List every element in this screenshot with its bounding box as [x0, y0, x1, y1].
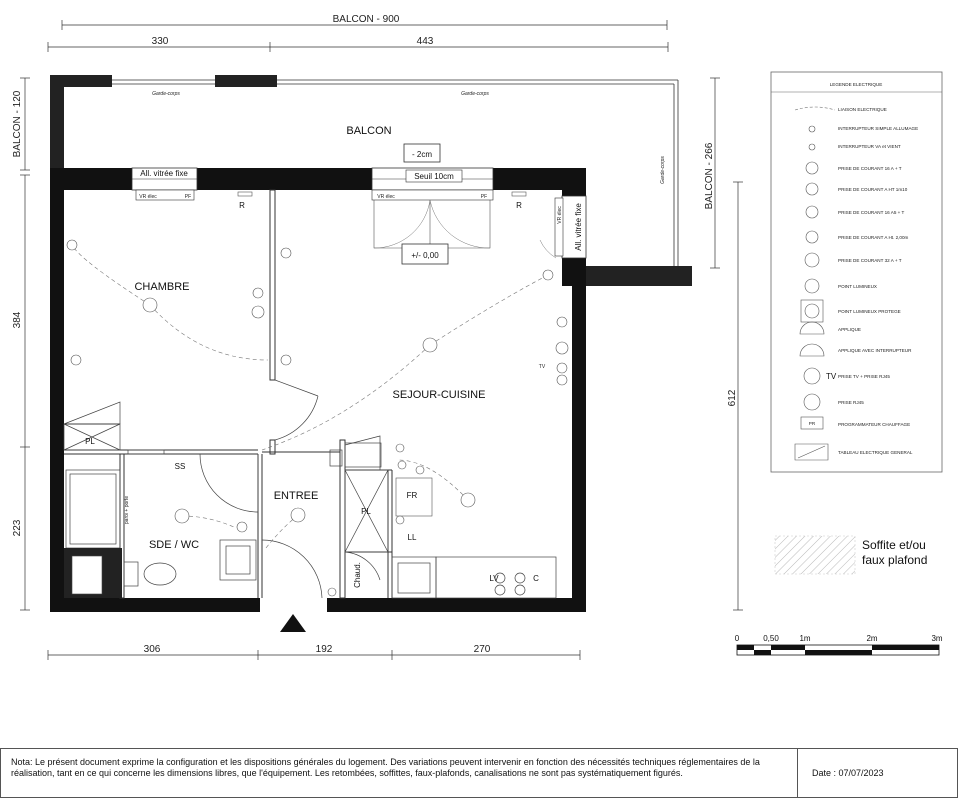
label-pl-1: PL — [85, 437, 95, 446]
label-r-2: R — [516, 201, 522, 210]
footer-note: Nota: Le présent document exprime la configuration et les dispositions générales du logement. Des variations peuvent intervenir en fonction des nécessités techniques réglementaires de la réalisation, tant en ce qui concerne les dimensions libres, que l'équipement. Les retombées, soffittes, faux-plafonds, canalisations ne sont pas systématiquement figurés. — [11, 757, 760, 778]
legend-symbol-pr: PR — [808, 421, 816, 426]
scale-tick-label: 0 — [734, 634, 740, 643]
vitree-fixe-label-1: All. vitrée fixe — [140, 169, 188, 178]
dim-balcon-total: BALCON - 900 — [332, 14, 400, 25]
dim-bottom-mid: 192 — [315, 644, 333, 655]
vr-elec-label-2: VR élec — [377, 194, 395, 200]
room-label-balcon: BALCON — [346, 125, 392, 137]
electrical-symbols — [67, 192, 568, 596]
dim-top-left: 330 — [151, 36, 169, 47]
garde-corps-label-1: Garde-corps — [152, 91, 180, 97]
vr-elec-label-3: VR élec — [557, 206, 563, 224]
label-lv: LV — [489, 574, 499, 583]
label-fr: FR — [406, 491, 418, 500]
legend-item: INTERRUPTEUR VA et VIENT — [838, 144, 901, 149]
label-ll: LL — [407, 533, 417, 542]
dim-right-balcon: BALCON - 266 — [704, 142, 715, 210]
dim-right-total: 612 — [727, 389, 738, 407]
room-label-chambre: CHAMBRE — [134, 281, 190, 293]
scale-tick-label: 0,50 — [763, 634, 779, 643]
dim-left-bottom: 223 — [12, 519, 23, 537]
legend-title: LEGENDE ELECTRIQUE — [829, 82, 883, 87]
label-pl-2: PL — [361, 507, 371, 516]
legend-item: PROGRAMMATEUR CHAUFFAGE — [838, 422, 911, 427]
soffite-line-2: faux plafond — [862, 553, 928, 567]
soffite-legend-text — [862, 538, 927, 568]
pf-label-1: PF — [184, 194, 192, 200]
scale-tick-label: 1m — [799, 634, 811, 643]
label-c: C — [533, 574, 539, 583]
vr-elec-label-1: VR élec — [139, 194, 157, 200]
dim-left-mid: 384 — [12, 311, 23, 329]
legend-item: PRISE DE COURANT 32 A + T — [838, 258, 902, 263]
dim-bottom-right: 270 — [473, 644, 491, 655]
label-r-1: R — [239, 201, 245, 210]
exterior-walls — [50, 168, 586, 612]
dim-left-balcon: BALCON - 120 — [12, 90, 23, 158]
soffite-line-1: Soffite et/ou — [862, 538, 926, 552]
legend-item: PRISE TV + PRISE RJ45 — [838, 374, 890, 379]
label-ss: SS — [174, 462, 186, 471]
label-paroi: paroi + porte — [124, 495, 130, 525]
label-tv: TV — [538, 364, 546, 370]
shower-tray-inner — [72, 556, 102, 594]
room-label-sde: SDE / WC — [148, 539, 200, 551]
interior-walls — [64, 190, 392, 598]
legend-item: POINT LUMINEUX PROTEGE — [838, 309, 901, 314]
room-label-entree: ENTREE — [273, 490, 319, 502]
electrical-legend — [771, 72, 942, 472]
seuil-label: Seuil 10cm — [414, 172, 454, 181]
entrance-arrow-icon[interactable] — [280, 614, 306, 632]
garde-corps-label-2: Garde-corps — [461, 91, 489, 97]
level-minus-2cm: - 2cm — [412, 150, 432, 159]
scale-tick-label: 2m — [866, 634, 878, 643]
legend-item: PRISE DE COURANT 16 A + T — [838, 166, 902, 171]
legend-item: APPLIQUE — [838, 327, 861, 332]
level-zero: +/- 0,00 — [411, 251, 439, 260]
legend-item: PRISE DE COURANT A Ht. 2,00m — [838, 235, 909, 240]
legend-item: POINT LUMINEUX — [838, 284, 877, 289]
legend-item: INTERRUPTEUR SIMPLE ALLUMAGE — [838, 126, 919, 131]
legend-item: PRISE RJ45 — [838, 400, 864, 405]
dim-top-right: 443 — [416, 36, 434, 47]
legend-item: TABLEAU ELECTRIQUE GENERAL — [838, 450, 913, 455]
pf-label-2: PF — [480, 194, 488, 200]
footer-panel — [0, 748, 958, 798]
dim-bottom-left: 306 — [143, 644, 161, 655]
date-cell — [797, 749, 958, 797]
label-chaud: Chaud. — [353, 562, 362, 588]
plan-date: Date : 07/07/2023 — [812, 768, 884, 778]
dimension-lines — [20, 20, 743, 660]
legend-symbol-tv: TV — [826, 372, 837, 381]
scale-tick-label: 3m — [931, 634, 943, 643]
garde-corps-label-3: Garde-corps — [660, 156, 666, 184]
room-label-sejour: SEJOUR-CUISINE — [392, 389, 486, 401]
legend-item: PRISE DE COURANT A HT 1m10 — [838, 187, 908, 192]
legend-item: LIAISON ELECTRIQUE — [838, 107, 887, 112]
legend-item: APPLIQUE AVEC INTERRUPTEUR — [838, 348, 912, 353]
scale-bar — [737, 645, 939, 655]
soffite-hatch-swatch — [775, 536, 855, 574]
vitree-fixe-label-2: All. vitrée fixe — [574, 203, 583, 251]
fixtures — [64, 424, 556, 598]
legend-item: PRISE DE COURANT 16 A5 + T — [838, 210, 905, 215]
